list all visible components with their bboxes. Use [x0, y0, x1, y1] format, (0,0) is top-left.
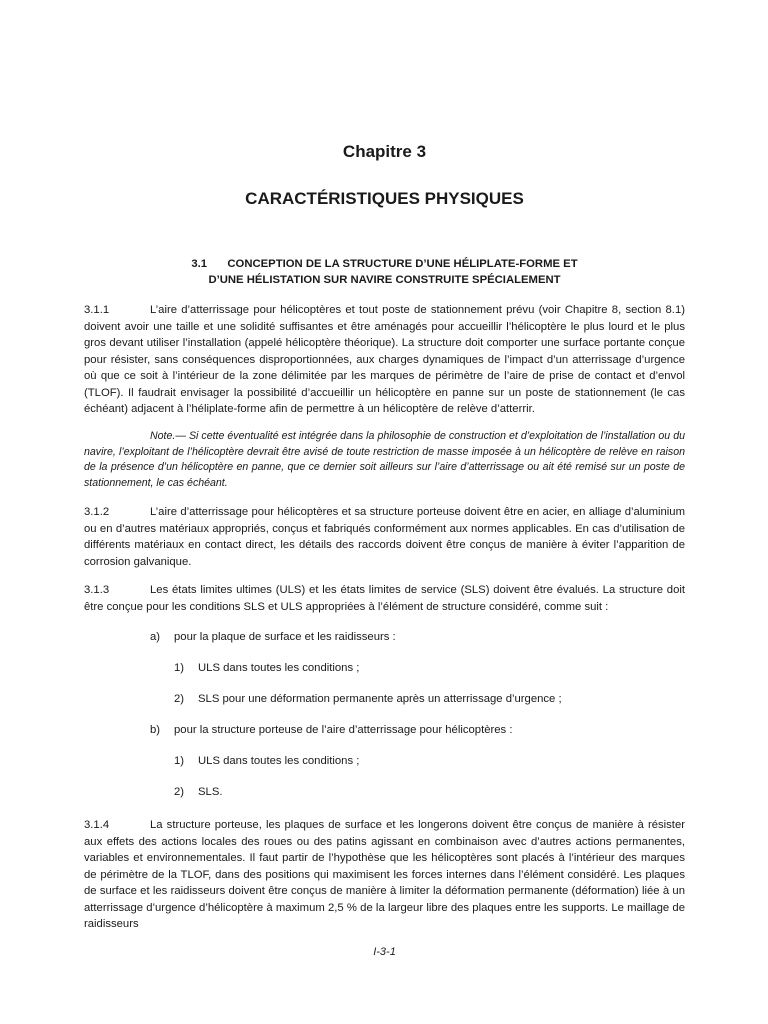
section-title-line2: D’UNE HÉLISTATION SUR NAVIRE CONSTRUITE SPÉCIALEMENT: [208, 274, 561, 286]
paragraph-3-1-3: [84, 582, 685, 615]
paragraph-number: 3.1.2: [84, 506, 110, 518]
paragraph-text: L’aire d’atterrissage pour hélicoptères et sa structure porteuse doivent être en acier, en alliage d’aluminium ou en d’autres matériaux appropriés, conçus et fabriqués conformément aux normes applicables. En cas d’utilisation de différents matériaux en contact direct, les détails des raccords doivent être conçus de manière à éviter l’apparition de corrosion galvanique.: [84, 506, 685, 568]
list-label: 1): [174, 755, 185, 767]
list-text: SLS.: [198, 786, 223, 798]
list-text: SLS pour une déformation permanente après un atterrissage d’urgence ;: [198, 693, 562, 705]
paragraph-number: 3.1.4: [84, 819, 110, 831]
list-item-b-1: [174, 753, 359, 769]
list-label: a): [150, 631, 161, 643]
chapter-title: CARACTÉRISTIQUES PHYSIQUES: [245, 189, 524, 208]
page-number: I-3-1: [373, 946, 396, 958]
list-item-b: [150, 722, 512, 738]
paragraph-text: Les états limites ultimes (ULS) et les états limites de service (SLS) doivent être évalués. La structure doit être conçue pour les conditions SLS et ULS appropriées à l’élément de structure considéré, comme suit :: [84, 584, 685, 613]
paragraph-3-1-2: [84, 504, 685, 570]
note: [84, 429, 685, 491]
paragraph-text: L’aire d’atterrissage pour hélicoptères et tout poste de stationnement prévu (voir Chapitre 8, section 8.1) doivent avoir une taille et une solidité suffisantes et être aménagés pour accueillir l’hélicoptère le plus lourd et le plus gros devant utiliser l’installation (appelé hélicoptère théorique). La structure doit comporter une surface portante conçue pour résister, sans conséquences disproportionnées, aux charges dynamiques de l’impact d’un atterrissage d’urgence où que ce soit à l’intérieur de la zone délimitée par les marques de périmètre de l’aire de prise de contact et d’envol (TLOF). Il faudrait envisager la possibilité d’accueillir un hélicoptère en panne sur un poste de stationnement (le cas échéant) adjacent à l’héliplate-forme afin de permettre à un hélicoptère de relève d’atterrir.: [84, 304, 685, 415]
list-label: 2): [174, 786, 185, 798]
list-label: 2): [174, 693, 185, 705]
list-label: 1): [174, 662, 185, 674]
section-heading: [84, 256, 685, 288]
list-text: ULS dans toutes les conditions ;: [198, 755, 360, 767]
list-item-a-2: [174, 691, 562, 707]
section-number: 3.1: [191, 258, 208, 270]
list-item-b-2: [174, 784, 223, 800]
list-item-a-1: [174, 660, 359, 676]
list-text: pour la structure porteuse de l’aire d’atterrissage pour hélicoptères :: [174, 724, 513, 736]
paragraph-3-1-4: [84, 817, 685, 933]
list-label: b): [150, 724, 161, 736]
paragraph-number: 3.1.1: [84, 304, 110, 316]
paragraph-number: 3.1.3: [84, 584, 110, 596]
chapter-label: Chapitre 3: [342, 142, 427, 161]
note-text: Note.— Si cette éventualité est intégrée dans la philosophie de construction et d’exploitation de l’installation ou du navire, l’exploitant de l’hélicoptère devrait être avisé de toute restriction de masse imposée à un hélicoptère de relève en raison de la présence d’un hélicoptère en panne, que ce dernier soit ailleurs sur l’aire d’atterrissage ou ait été remisé sur un poste de stationnement, le cas échéant.: [84, 430, 685, 489]
paragraph-text: La structure porteuse, les plaques de surface et les longerons doivent être conçus de manière à résister aux effets des actions locales des roues ou des patins agissant en combinaison avec d’autres actions permanentes, variables et environnementales. Il faut partir de l’hypothèse que les hélicoptères sont placés à l’intérieur des marques de périmètre de la TLOF, dans des positions qui maximisent les forces internes dans l’élément considéré. Les plaques de surface et les raidisseurs doivent être conçus de manière à limiter la déformation permanente (déformation) liée à un atterrissage d’urgence d’hélicoptère à maximum 2,5 % de la largeur libre des plaques entre les supports. Le maillage de raidisseurs: [84, 819, 685, 930]
list-text: ULS dans toutes les conditions ;: [198, 662, 360, 674]
list-text: pour la plaque de surface et les raidisseurs :: [174, 631, 396, 643]
list-item-a: [150, 629, 396, 645]
section-title-line1: CONCEPTION DE LA STRUCTURE D’UNE HÉLIPLATE-FORME ET: [227, 258, 578, 270]
paragraph-3-1-1: [84, 302, 685, 418]
